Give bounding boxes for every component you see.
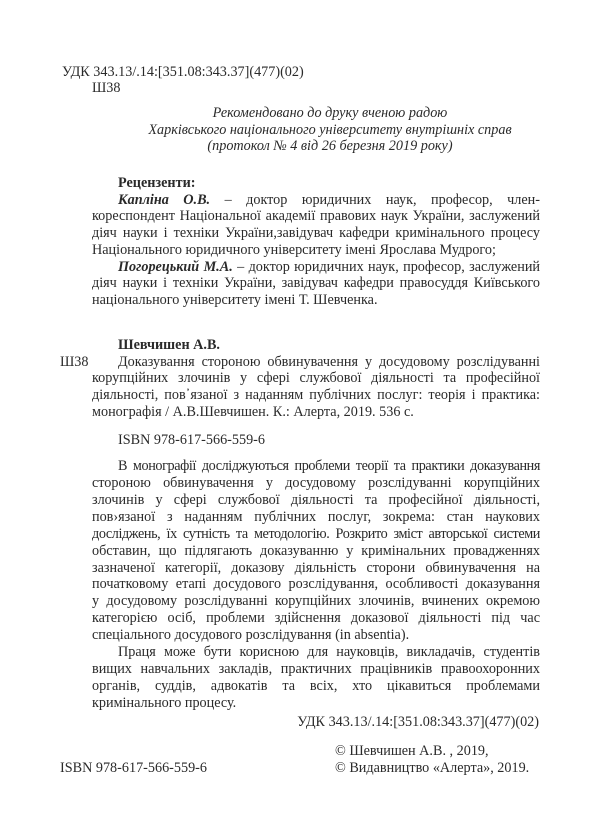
abstract-line: обставин, що підлягають доказуванню у кримінальних провадженнях xyxy=(92,543,540,559)
reviewer-1-line xyxy=(118,192,540,209)
footer-udk: УДК 343.13/.14:[351.08:343.37](477)(02) xyxy=(297,714,539,730)
author-mark: Ш38 xyxy=(92,80,121,96)
bibliography-line: монографія / А.В.Шевчишен. К.: Алерта, 2019. 536 с. xyxy=(92,404,414,420)
copyright-publisher: © Видавництво «Алерта», 2019. xyxy=(335,760,530,776)
bibliography-line: Доказування стороною обвинувачення у досудовому розслідуванні xyxy=(118,354,540,370)
reviewer-1-name: Капліна О.В. xyxy=(118,192,211,208)
abstract-line: кримінального процесу. xyxy=(92,695,237,711)
abstract-line: категорією осіб, проблеми здійснення доказової діяльності під час xyxy=(92,610,540,626)
udk-code: УДК 343.13/.14:[351.08:343.37](477)(02) xyxy=(62,64,304,80)
reviewer-2-line xyxy=(118,259,540,276)
abstract-line: пов›язаної з наданням публічних послуг, зокрема: стан наукових xyxy=(92,509,540,525)
bibliography-line: корупційних злочинів у сфері службової діяльності та професійної xyxy=(92,370,540,386)
reviewer-2-name: Погорецький М.А. xyxy=(118,259,233,275)
abstract-line: стороною обвинувачення у досудовому розслідуванні корупційних xyxy=(92,475,540,491)
abstract-line: у досудовому розслідуванні корупційних злочинів, вчинених окремою xyxy=(92,593,540,609)
abstract-line: Праця може бути корисною для науковців, викладачів, студентів xyxy=(118,644,540,660)
reviewer-text: – доктор юридичних наук, професор, заслужений xyxy=(237,259,541,275)
isbn: ISBN 978-617-566-559-6 xyxy=(118,432,265,448)
abstract-line: В монографії досліджуються проблеми теорії та практики доказування xyxy=(118,458,540,474)
abstract-line: злочинів у сфері службової діяльності та професійної діяльності, xyxy=(92,492,540,508)
reviewers-heading: Рецензенти: xyxy=(118,175,196,191)
reviewer-1-line: діяч науки і техніки України,завідувач кафедри кримінального процесу xyxy=(92,225,540,241)
reviewer-2-line: діяч науки і техніки України, завідувач кафедри правосуддя Київського xyxy=(92,275,540,291)
reviewer-1-line: кореспондент Національної академії правових наук України, заслужений xyxy=(92,208,540,224)
abstract-line: вищих навчальних закладів, практичних працівників правоохоронних xyxy=(92,661,540,677)
abstract-line: органів, суддів, адвокатів та всіх, хто цікавиться проблемами xyxy=(92,678,540,694)
footer-isbn: ISBN 978-617-566-559-6 xyxy=(60,760,207,776)
recommendation-line: (протокол № 4 від 26 березня 2019 року) xyxy=(207,138,453,154)
abstract-line: спеціального досудового розслідування (in absentia). xyxy=(92,627,410,643)
abstract-line: початковому етапі досудового розслідування, особливості доказування xyxy=(92,576,540,592)
recommendation-line: Харківського національного університету внутрішніх справ xyxy=(148,122,512,138)
reviewer-2-line: національного університету імені Т. Шевченка. xyxy=(92,292,378,308)
abstract-line: зазначеної категорії, доказову діяльність сторони обвинувачення на xyxy=(92,560,540,576)
copyright-author: © Шевчишен А.В. , 2019, xyxy=(335,743,489,759)
abstract-line: досліджень, їх сутність та методологію. Розкрито зміст авторської системи xyxy=(92,526,540,542)
book-author: Шевчишен А.В. xyxy=(118,337,220,353)
bibliography-line: діяльності, пов᾿язаної з наданням публічних послуг: теорія і практика: xyxy=(92,387,540,403)
reviewer-1-line: Національного юридичного університету імені Ярослава Мудрого; xyxy=(92,242,496,258)
recommendation-line: Рекомендовано до друку вченою радою xyxy=(212,105,448,121)
book-code: Ш38 xyxy=(60,354,89,370)
reviewer-text: – доктор юридичних наук, професор, член- xyxy=(224,192,540,208)
